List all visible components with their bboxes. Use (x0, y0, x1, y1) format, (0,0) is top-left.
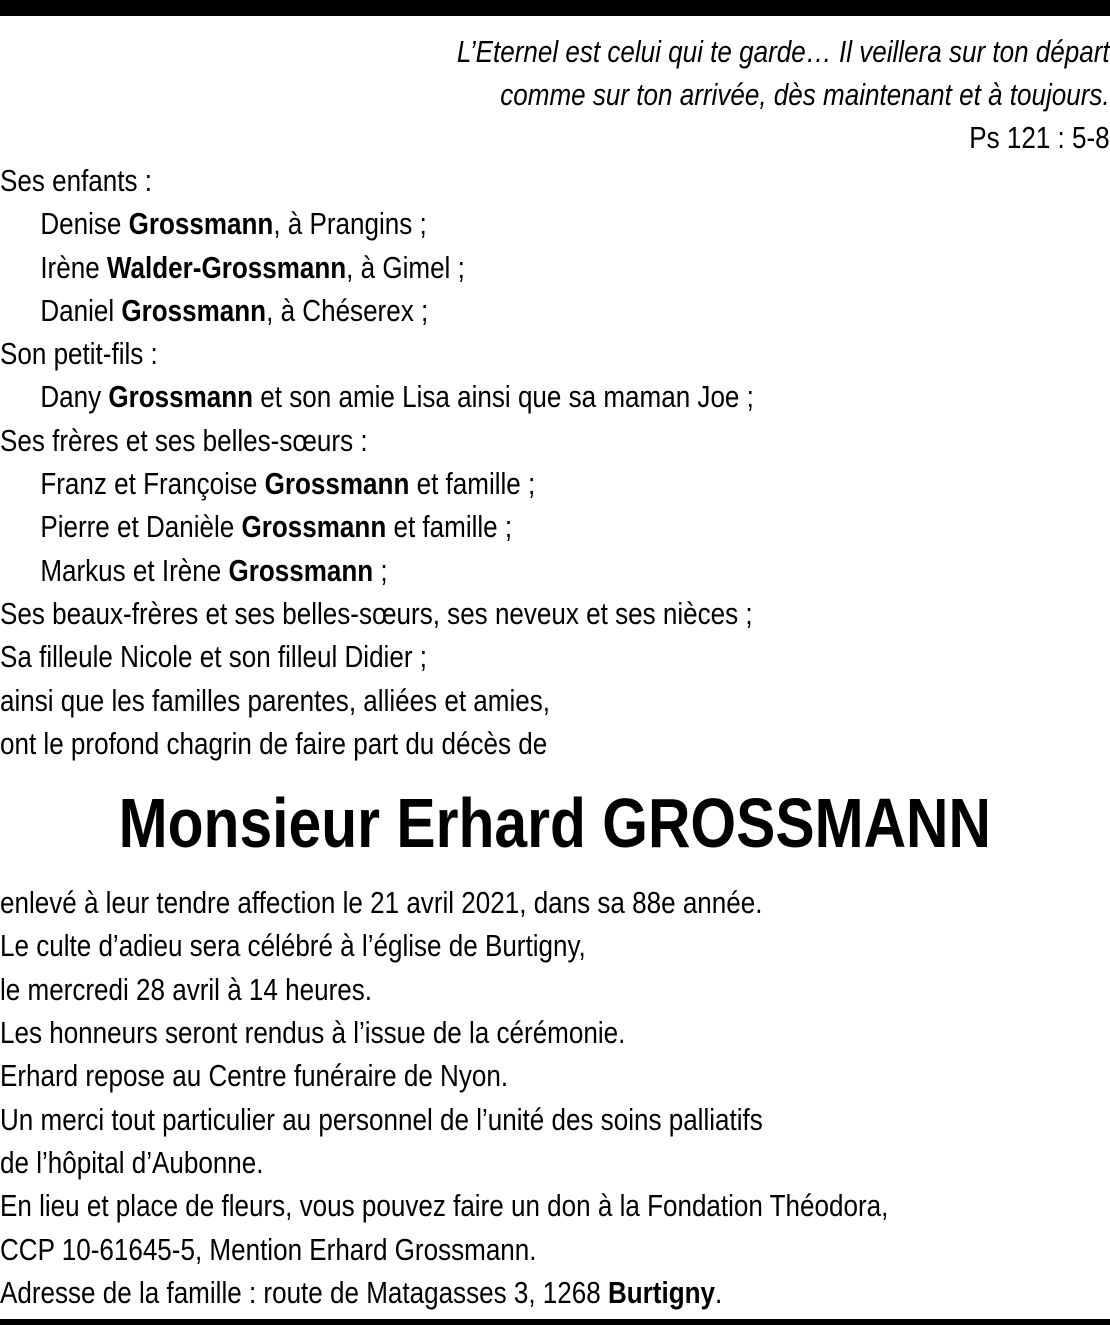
sibling-entry: Pierre et Danièle Grossmann et famille ; (40, 509, 513, 545)
sibling-entry: Markus et Irène Grossmann ; (40, 552, 388, 588)
grandson-label: Son petit-fils : (0, 336, 158, 372)
deceased-name: Monsieur Erhard GROSSMANN (118, 784, 991, 863)
details-line: CCP 10-61645-5, Mention Erhard Grossmann. (0, 1231, 537, 1267)
ceremony-details (0, 881, 932, 1314)
families-line: ainsi que les familles parentes, alliées et amies, (0, 682, 551, 718)
details-line: En lieu et place de fleurs, vous pouvez faire un don à la Fondation Théodora, (0, 1188, 889, 1224)
details-line: enlevé à leur tendre affection le 21 avril 2021, dans sa 88e année. (0, 885, 763, 921)
sibling-entry: Franz et Françoise Grossmann et famille ; (40, 466, 536, 502)
child-entry: Irène Walder-Grossmann, à Gimel ; (40, 249, 465, 285)
verse-reference: Ps 121 : 5-8 (969, 120, 1110, 155)
details-line: Le culte d’adieu sera célébré à l’église de Burtigny, (0, 928, 586, 964)
children-label: Ses enfants : (0, 163, 153, 198)
details-line: Erhard repose au Centre funéraire de Nyon. (0, 1058, 509, 1094)
details-line: le mercredi 28 avril à 14 heures. (0, 971, 372, 1007)
verse-line-2: comme sur ton arrivée, dès maintenant et à toujours. (500, 77, 1110, 112)
bottom-border-rule (0, 1319, 1110, 1325)
inlaws-line: Ses beaux-frères et ses belles-sœurs, ses neveux et ses nièces ; (0, 595, 753, 631)
family-list (0, 159, 932, 765)
godchildren-line: Sa filleule Nicole et son filleul Didier ; (0, 639, 427, 675)
child-entry: Daniel Grossmann, à Chéserex ; (40, 292, 429, 328)
obituary-notice (0, 30, 1110, 1314)
announcement-line: ont le profond chagrin de faire part du décès de (0, 725, 548, 761)
child-entry: Denise Grossmann, à Prangins ; (40, 206, 427, 242)
top-border-rule (0, 0, 1110, 16)
siblings-label: Ses frères et ses belles-sœurs : (0, 422, 368, 458)
family-address: Adresse de la famille : route de Matagasses 3, 1268 Burtigny. (0, 1274, 723, 1310)
details-line: de l’hôpital d’Aubonne. (0, 1144, 264, 1180)
psalm-verse (0, 30, 1110, 159)
grandson-entry: Dany Grossmann et son amie Lisa ainsi que sa maman Joe ; (40, 379, 754, 415)
details-line: Les honneurs seront rendus à l’issue de la cérémonie. (0, 1015, 626, 1051)
verse-line-1: L’Eternel est celui qui te garde… Il veillera sur ton départ (456, 34, 1110, 69)
details-line: Un merci tout particulier au personnel de l’unité des soins palliatifs (0, 1101, 763, 1137)
